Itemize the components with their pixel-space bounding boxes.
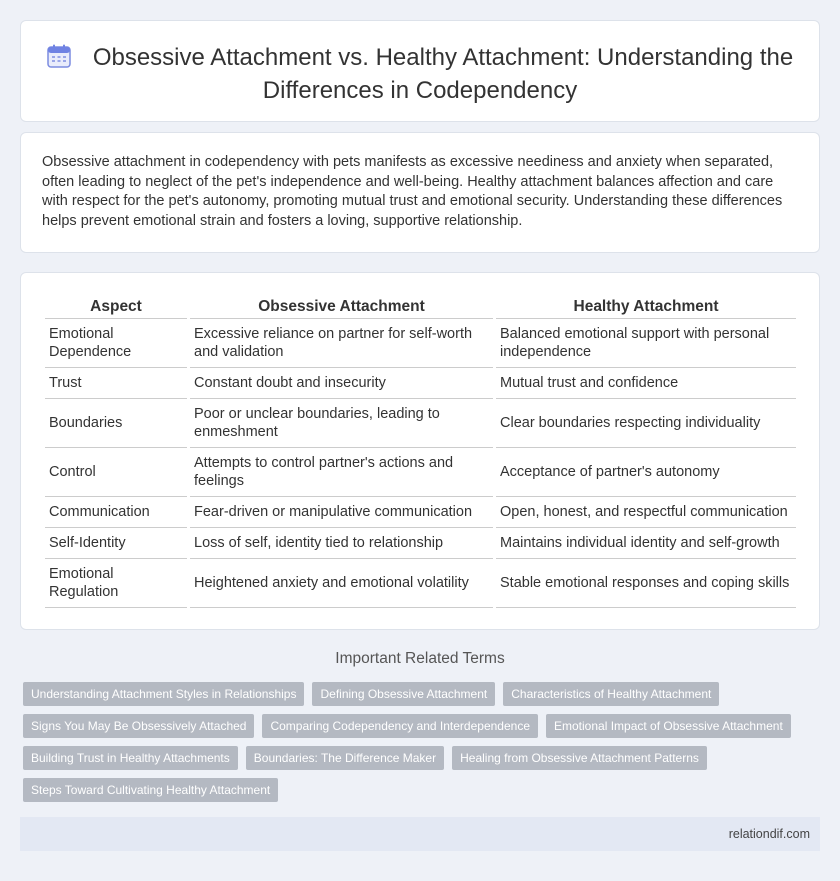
calendar-icon <box>47 44 71 76</box>
table-row <box>45 368 796 399</box>
healthy-cell: Maintains individual identity and self-growth <box>496 528 796 559</box>
obsessive-cell: Excessive reliance on partner for self-worth and validation <box>190 319 493 368</box>
comparison-table <box>42 297 799 608</box>
table-row <box>45 448 796 497</box>
header-card <box>20 20 820 122</box>
related-term-tag[interactable]: Comparing Codependency and Interdependence <box>262 714 538 738</box>
page-title: Obsessive Attachment vs. Healthy Attachment: Understanding the Differences in Codependency <box>92 44 794 104</box>
page-title-container <box>45 43 795 106</box>
related-term-tag[interactable]: Characteristics of Healthy Attachment <box>503 682 719 706</box>
healthy-cell: Clear boundaries respecting individuality <box>496 399 796 448</box>
related-terms-list <box>23 682 803 802</box>
related-term-tag[interactable]: Steps Toward Cultivating Healthy Attachment <box>23 778 278 802</box>
related-term-tag[interactable]: Emotional Impact of Obsessive Attachment <box>546 714 791 738</box>
related-term-tag[interactable]: Healing from Obsessive Attachment Patterns <box>452 746 707 770</box>
healthy-cell: Acceptance of partner's autonomy <box>496 448 796 497</box>
healthy-cell: Open, honest, and respectful communication <box>496 497 796 528</box>
aspect-cell: Trust <box>45 368 187 399</box>
table-header-row <box>45 297 796 319</box>
healthy-cell: Mutual trust and confidence <box>496 368 796 399</box>
healthy-cell: Balanced emotional support with personal independence <box>496 319 796 368</box>
obsessive-cell: Poor or unclear boundaries, leading to enmeshment <box>190 399 493 448</box>
table-row <box>45 319 796 368</box>
table-row <box>45 399 796 448</box>
table-row <box>45 559 796 608</box>
intro-paragraph: Obsessive attachment in codependency with pets manifests as excessive neediness and anxiety when separated, often leading to neglect of the pet's independence and well-being. Healthy attachment balances affection and care with respect for the pet's autonomy, promoting mutual trust and emotional security. Understanding these differences helps prevent emotional strain and fosters a loving, supportive relationship. <box>42 154 783 229</box>
related-term-tag[interactable]: Understanding Attachment Styles in Relationships <box>23 682 304 706</box>
obsessive-cell: Heightened anxiety and emotional volatility <box>190 559 493 608</box>
aspect-cell: Boundaries <box>45 399 187 448</box>
related-term-tag[interactable]: Signs You May Be Obsessively Attached <box>23 714 254 738</box>
table-row <box>45 497 796 528</box>
related-term-tag[interactable]: Building Trust in Healthy Attachments <box>23 746 238 770</box>
obsessive-cell: Attempts to control partner's actions and feelings <box>190 448 493 497</box>
column-header-healthy: Healthy Attachment <box>496 297 796 319</box>
aspect-cell: Communication <box>45 497 187 528</box>
related-terms-title: Important Related Terms <box>335 650 505 667</box>
comparison-card <box>20 272 820 630</box>
footer-site-name: relationdif.com <box>728 827 810 841</box>
footer <box>20 817 820 851</box>
healthy-cell: Stable emotional responses and coping skills <box>496 559 796 608</box>
aspect-cell: Control <box>45 448 187 497</box>
column-header-aspect: Aspect <box>45 297 187 319</box>
related-term-tag[interactable]: Boundaries: The Difference Maker <box>246 746 444 770</box>
aspect-cell: Self-Identity <box>45 528 187 559</box>
obsessive-cell: Fear-driven or manipulative communication <box>190 497 493 528</box>
aspect-cell: Emotional Regulation <box>45 559 187 608</box>
obsessive-cell: Loss of self, identity tied to relationship <box>190 528 493 559</box>
intro-card <box>20 132 820 253</box>
related-term-tag[interactable]: Defining Obsessive Attachment <box>312 682 495 706</box>
obsessive-cell: Constant doubt and insecurity <box>190 368 493 399</box>
table-row <box>45 528 796 559</box>
aspect-cell: Emotional Dependence <box>45 319 187 368</box>
column-header-obsessive: Obsessive Attachment <box>190 297 493 319</box>
